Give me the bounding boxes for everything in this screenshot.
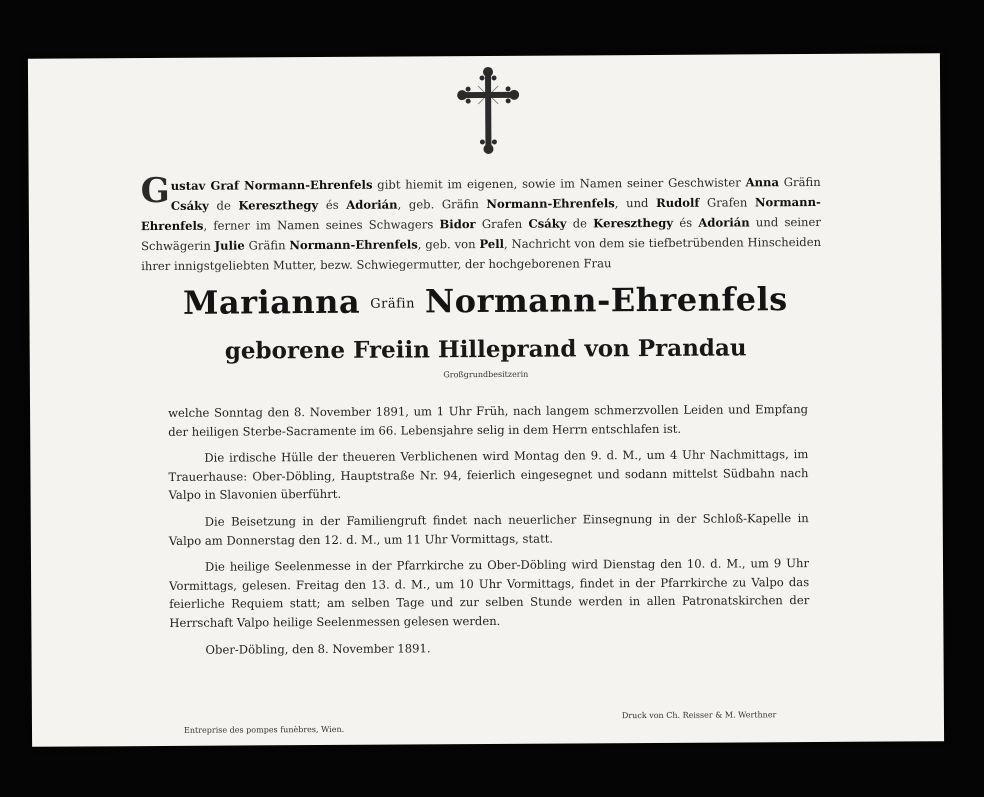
intro-name-segment: Csáky: [528, 216, 567, 231]
intro-name-segment: Anna: [745, 175, 779, 190]
birth-line: geborene Freiin Hilleprand von Prandau: [224, 334, 747, 365]
drop-cap: G: [140, 170, 170, 212]
intro-text-segment: gibt hiemit im eigenen, sowie im Namen seiner Geschwister: [372, 175, 746, 192]
footer-printer: Druck von Ch. Reisser & M. Werthner: [621, 710, 777, 721]
intro-name-segment: Julie: [214, 238, 245, 253]
intro-text-segment: Gräfin: [244, 238, 290, 253]
deceased-surname: Normann-Ehrenfels: [424, 280, 788, 321]
intro-name-segment: Normann-Ehrenfels: [140, 194, 821, 234]
intro-text-segment: und seiner Schwägerin: [141, 214, 821, 254]
intro-name-segment: Normann-Ehrenfels: [486, 196, 615, 211]
intro-name-segment: Kereszthegy: [593, 215, 674, 231]
intro-text-segment: Grafen: [699, 195, 755, 210]
intro-text-segment: Gräfin: [778, 174, 821, 190]
intro-text-segment: és: [318, 197, 347, 213]
deceased-title: Gräfin: [370, 296, 415, 312]
intro-text-segment: de: [566, 216, 594, 231]
deceased-name: [29, 279, 941, 323]
intro-text-segment: Grafen: [475, 216, 529, 232]
intro-name-segment: Normann-Ehrenfels: [289, 237, 418, 253]
footer-undertaker: Entreprise des pompes funèbres, Wien.: [183, 724, 345, 735]
intro-text-segment: , ferner im Namen seines Schwagers: [203, 217, 440, 233]
intro-name-segment: Kereszthegy: [238, 198, 319, 213]
intro-name-segment: Rudolf: [656, 195, 700, 210]
intro-text: [140, 170, 822, 274]
intro-name-segment: Normann-Ehrenfels: [244, 177, 373, 193]
intro-text-segment: , geb. Gräfin: [397, 196, 487, 212]
announcement-body: [168, 400, 810, 667]
announcement-intro: [141, 172, 822, 276]
intro-text-segment: de: [208, 198, 239, 213]
paragraph-burial: Die Beisetzung in der Familiengruft findet nach neuerlicher Einsegnung in der Schloß-Kapelle in Valpo am Donnerstag den 12. d. M., um 11 Uhr Vormittags, statt.: [168, 510, 809, 548]
intro-name-segment: ustav Graf: [170, 178, 245, 193]
intro-text-segment: és: [673, 215, 699, 230]
paragraph-death: welche Sonntag den 8. November 1891, um 1 Uhr Früh, nach langem schmerzvollen Leiden und Empfang der heiligen Sterbe-Sacramente im 66. Lebensjahre selig in dem Herrn entschlafen ist.: [168, 402, 809, 439]
parte-sheet: [28, 53, 944, 747]
intro-name-segment: Csáky: [170, 198, 209, 213]
paragraph-consecration: Die irdische Hülle der theueren Verblichenen wird Montag den 9. d. M., um 4 Uhr Nachmittags, im Trauerhause: Ober-Döbling, Hauptstraße Nr. 94, feierlich eingesegnet und sodann mittelst Südbahn nach Valpo in Slavonien überführt.: [168, 447, 809, 503]
intro-text-segment: , Nachricht von dem sie tiefbetrübenden Hinscheiden ihrer innigstgeliebten Mutter, bezw. Schwiegermutter, der hochgeborenen Frau: [141, 234, 822, 274]
occupation: Großgrundbesitzerin: [443, 369, 529, 380]
intro-name-segment: Adorián: [698, 215, 750, 230]
cross-icon: [456, 66, 521, 156]
intro-name-segment: Pell: [479, 236, 505, 252]
paragraph-masses: Die heilige Seelenmesse in der Pfarrkirche zu Ober-Döbling wird Dienstag den 10. d. M., um 9 Uhr Vormittags, gelesen. Freitag den 13. d. M., um 10 Uhr Vormittags, findet in der Pfarrkirche zu Valpo das feierliche Requiem statt; am selben Tage und zur selben Stunde werden in allen Patronatskirchen der Herrschaft Valpo heilige Seelenmessen gelesen werden.: [169, 556, 810, 630]
intro-text-segment: , und: [614, 195, 657, 211]
intro-text-segment: , geb. von: [417, 237, 480, 252]
intro-name-segment: Bidor: [439, 217, 476, 232]
intro-name-segment: Adorián: [346, 197, 398, 212]
deceased-first-name: Marianna: [182, 282, 361, 322]
dateline: Ober-Döbling, den 8. November 1891.: [205, 640, 431, 657]
